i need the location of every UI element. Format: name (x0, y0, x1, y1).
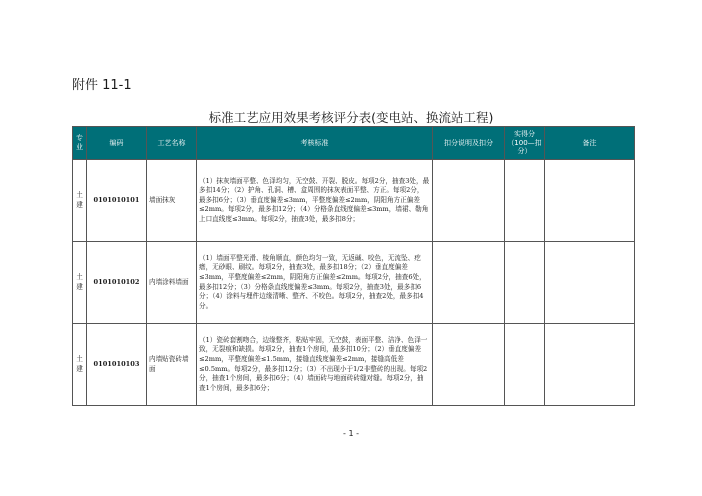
cell-remark[interactable] (545, 242, 635, 324)
cell-remark[interactable] (545, 324, 635, 406)
cell-major: 土建 (73, 324, 87, 406)
cell-deduction[interactable] (433, 242, 505, 324)
document-title: 标准工艺应用效果考核评分表(变电站、换流站工程) (208, 110, 494, 125)
header-criteria: 考核标准 (197, 127, 433, 160)
cell-score[interactable] (505, 242, 545, 324)
cell-code: 0101010102 (87, 242, 147, 324)
criteria-text: （1）墙面平整光滑、棱角顺直，颜色均匀一致，无返碱、咬色，无流坠、疙瘩，无砂眼、刷纹。每项2分，抽查3处，最多扣18分；（2）垂直度偏差≤3mm，平整度偏差≤2mm，阴阳角方正偏差≤2mm。每项2分，抽查6处，最多扣12分；（3）分格条直线度偏差≤3mm。每项2分，抽查3处，最多扣6分；（4）涂料与埋件边缘清晰、整齐、不咬色。每项2分，抽查2处，最多扣4分。 (199, 253, 426, 310)
header-remark: 备注 (545, 127, 635, 160)
table-row (73, 160, 635, 242)
cell-major: 土建 (73, 160, 87, 242)
attachment-label: 附件 11-1 (72, 78, 132, 93)
cell-criteria (197, 160, 433, 242)
cell-remark[interactable] (545, 160, 635, 242)
cell-criteria (197, 324, 433, 406)
cell-score[interactable] (505, 324, 545, 406)
cell-deduction[interactable] (433, 324, 505, 406)
header-major: 专业 (73, 127, 87, 160)
cell-deduction[interactable] (433, 160, 505, 242)
cell-process-name: 内墙贴瓷砖墙面 (147, 324, 197, 406)
cell-process-name: 内墙涂料墙面 (147, 242, 197, 324)
header-code: 编码 (87, 127, 147, 160)
page-number: - 1 - (343, 429, 359, 438)
cell-code: 0101010101 (87, 160, 147, 242)
cell-code: 0101010103 (87, 324, 147, 406)
cell-criteria (197, 242, 433, 324)
table-row (73, 324, 635, 406)
cell-score[interactable] (505, 160, 545, 242)
criteria-text: （1）抹灰墙面平整、色泽均匀，无空鼓、开裂、脱皮。每项2分，抽查3处，最多扣14分；（2）护角、孔洞、槽、盒周围的抹灰表面平整、方正。每项2分，最多扣6分；（3）垂直度偏差≤3mm，平整度偏差≤2mm，阴阳角方正偏差≤2mm。每项2分，最多扣12分；（4）分格条直线度偏差≤3mm，墙裙、勒角上口直线度≤3mm。每项2分，抽查3处，最多扣8分； (199, 176, 430, 223)
cell-major: 土建 (73, 242, 87, 324)
header-deduction: 扣分说明及扣分 (433, 127, 505, 160)
table-header-row (73, 127, 635, 160)
table-row (73, 242, 635, 324)
criteria-text: （1）瓷砖套割吻合，边缘整齐，粘贴牢固，无空鼓，表面平整、洁净、色泽一致，无裂痕和缺损。每项2分，抽查1个房间，最多扣10分；（2）垂直度偏差≤2mm，平整度偏差≤1.5mm，接缝直线度偏差≤2mm，接缝高低差≤0.5mm。每项2分，最多扣12分；（3）不出现小于1/2非整砖的出现。每项2分，抽查1个房间，最多扣6分；（4）墙面砖与地面砖砖缝对缝。每项2分，抽查1个房间，最多扣6分； (199, 335, 428, 392)
header-process-name: 工艺名称 (147, 127, 197, 160)
scoring-table (72, 126, 635, 406)
cell-process-name: 墙面抹灰 (147, 160, 197, 242)
header-score: 实得分（100—扣分） (505, 127, 545, 160)
